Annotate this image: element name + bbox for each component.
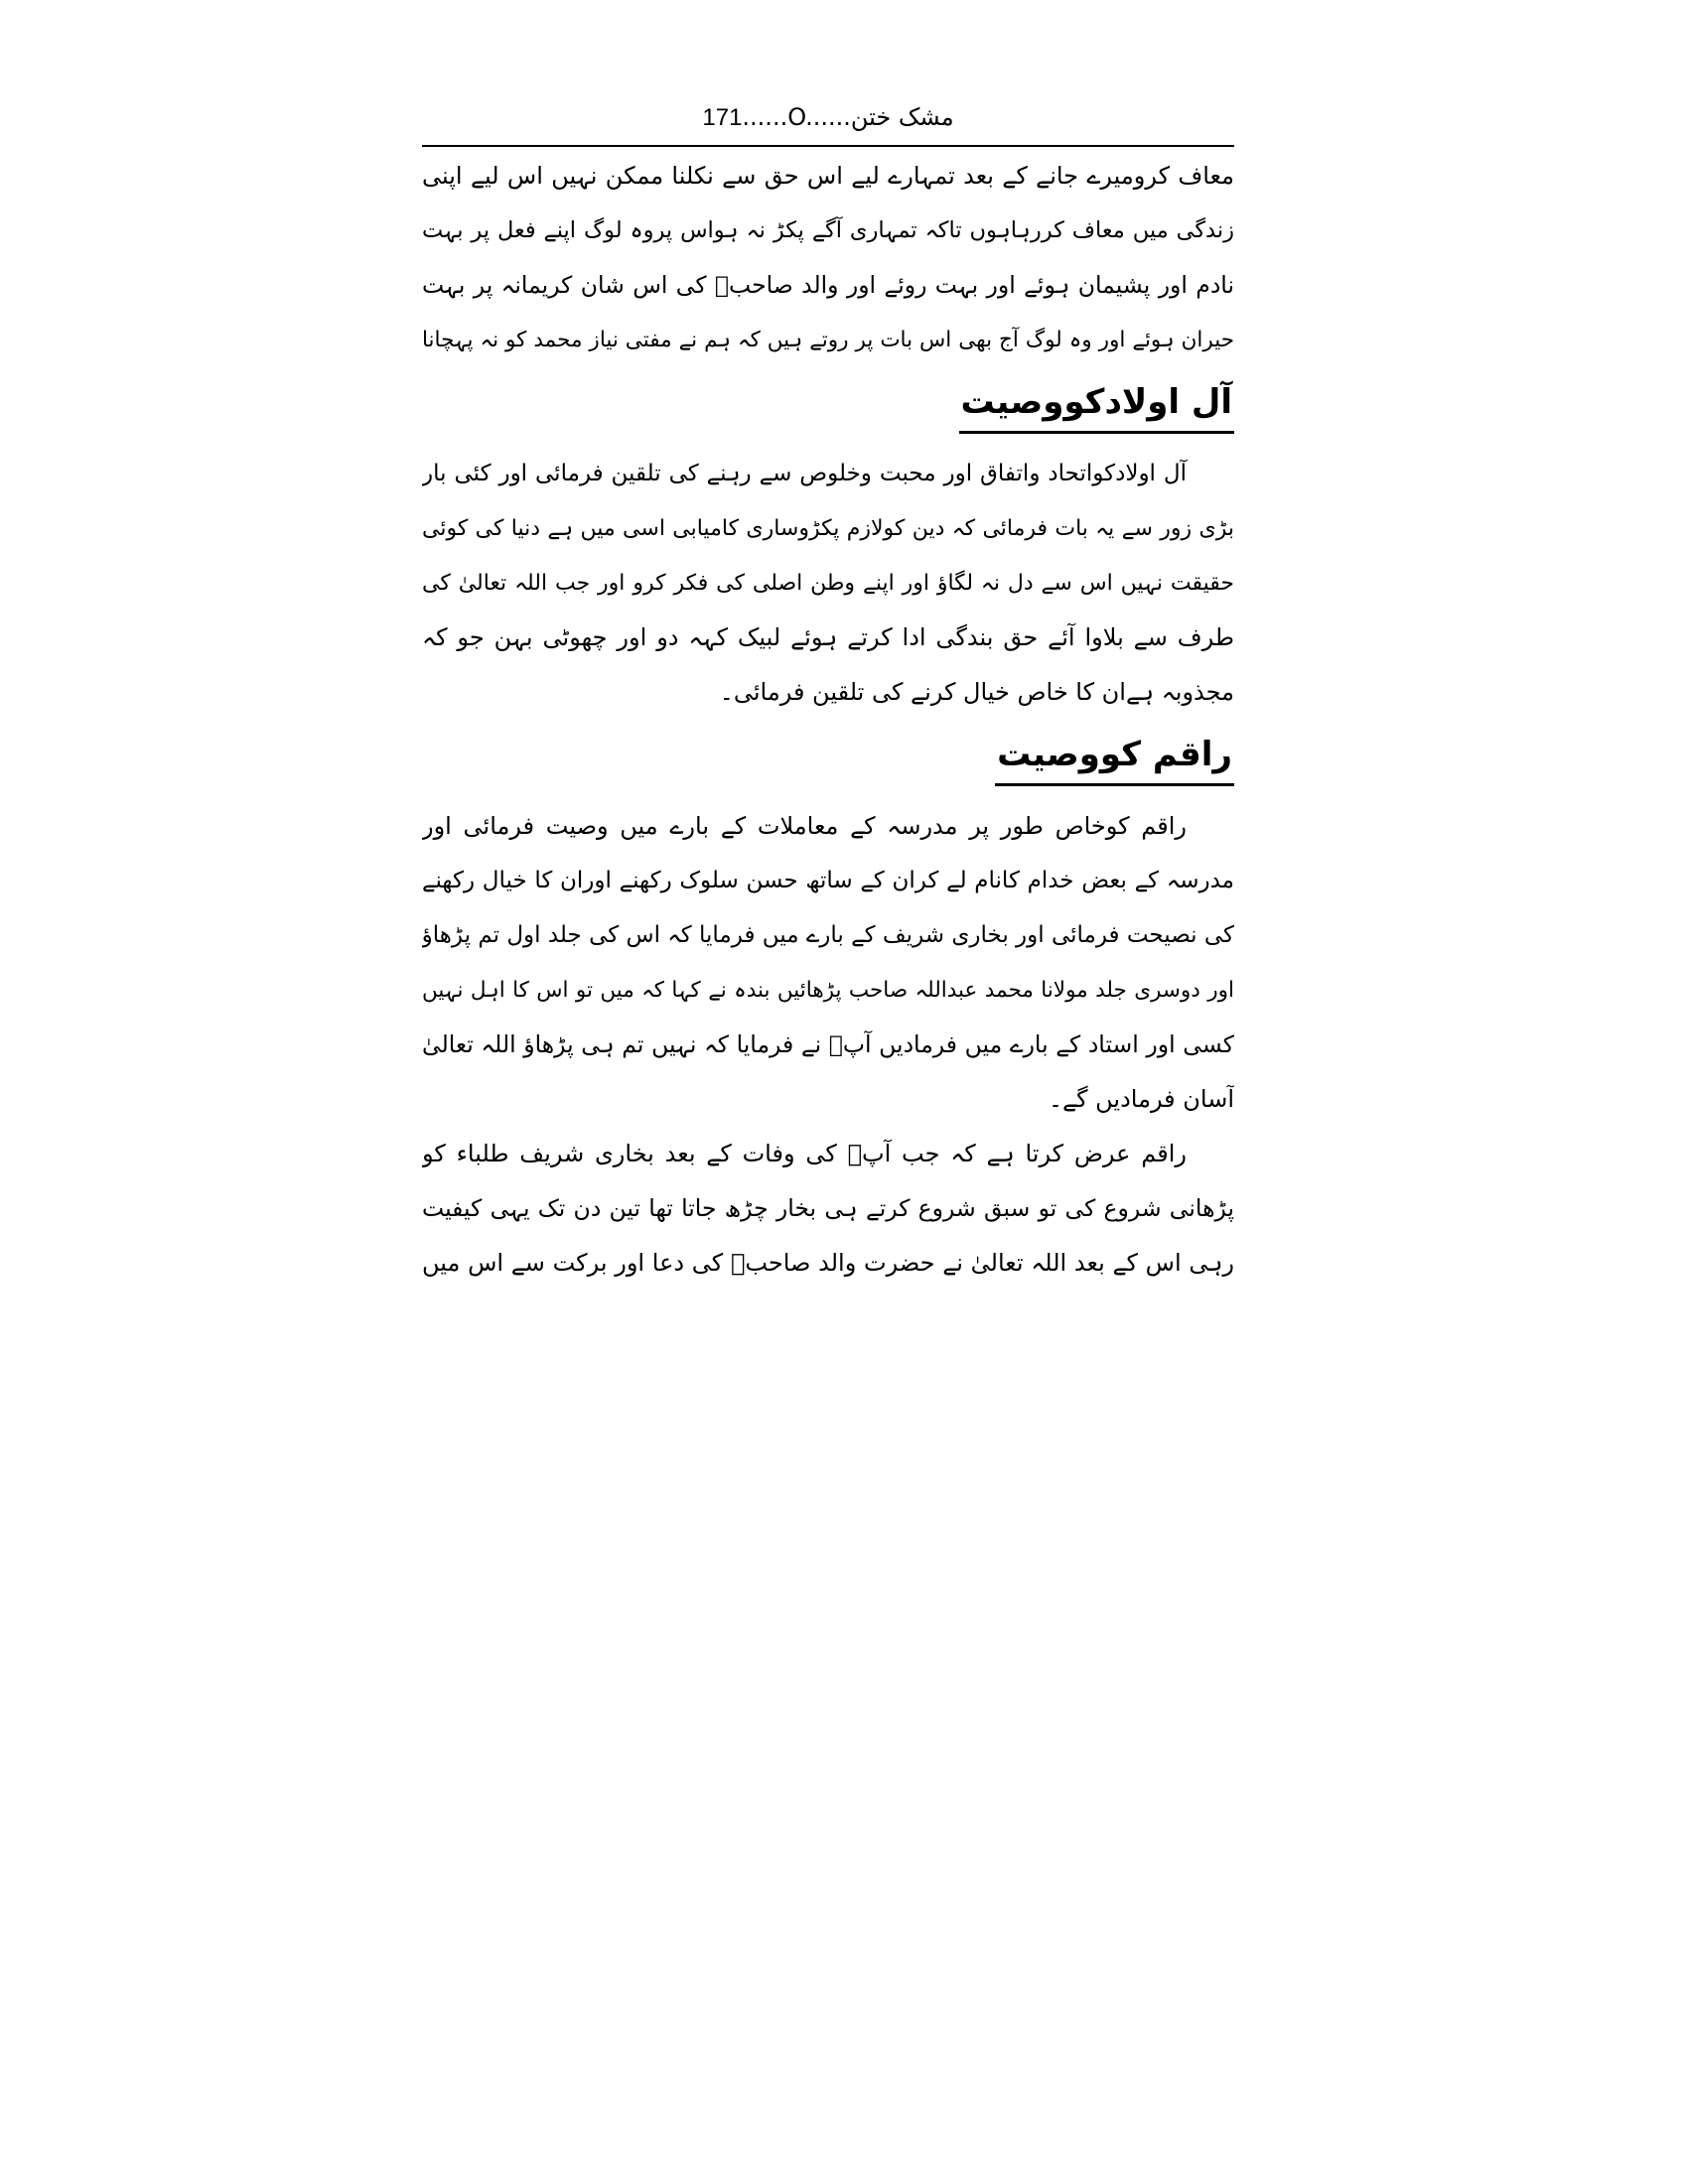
- text-line: مدرسہ کے بعض خدام کانام لے کران کے ساتھ حسن سلوک رکھنے اوران کا خیال رکھنے: [422, 868, 1234, 893]
- text-line: آسان فرمادیں گے۔: [1048, 1085, 1234, 1113]
- paragraph-2: [422, 447, 1234, 720]
- text-line: طرف سے بلاوا آئے حق بندگی ادا کرتے ہوئے لبیک کہہ دو اور چھوٹی بہن جو کہ: [422, 623, 1234, 651]
- header-separator: ......O......: [742, 103, 851, 131]
- text-line: حقیقت نہیں اس سے دل نہ لگاؤ اور اپنے وطن اصلی کی فکر کرو اور جب اللہ تعالیٰ کی: [422, 571, 1234, 596]
- text-line: مجذوبہ ہےان کا خاص خیال کرنے کی تلقین فرمائی۔: [719, 678, 1234, 706]
- text-line: راقم کوخاص طور پر مدرسہ کے معاملات کے بارے میں وصیت فرمائی اور: [422, 812, 1187, 840]
- section-heading-family-will: آل اولادکووصیت: [959, 373, 1235, 434]
- book-title: مشک ختن: [850, 103, 954, 131]
- text-line: اور دوسری جلد مولانا محمد عبداللہ صاحب پڑھائیں بندہ نے کہا کہ میں تو اس کا اہل نہیں: [422, 978, 1234, 1003]
- paragraph-3: [422, 799, 1234, 1127]
- running-header: [422, 95, 1234, 139]
- paragraph-1: [422, 149, 1234, 367]
- text-line: بڑی زور سے یہ بات فرمائی کہ دین کولازم پکڑوساری کامیابی اسی میں ہے دنیا کی کوئی: [422, 516, 1234, 541]
- text-line: رہی اس کے بعد اللہ تعالیٰ نے حضرت والد صاحبؒ کی دعا اور برکت سے اس میں: [422, 1249, 1234, 1277]
- section-heading-author-will: راقم کووصیت: [995, 726, 1234, 786]
- text-line: پڑھانی شروع کی تو سبق شروع کرتے ہی بخار چڑھ جاتا تھا تین دن تک یہی کیفیت: [422, 1194, 1234, 1222]
- text-line: آل اولادکواتحاد واتفاق اور محبت وخلوص سے رہنے کی تلقین فرمائی اور کئی بار: [422, 461, 1187, 486]
- text-line: کی نصیحت فرمائی اور بخاری شریف کے بارے میں فرمایا کہ اس کی جلد اول تم پڑھاؤ: [422, 922, 1234, 948]
- text-line: حیران ہوئے اور وہ لوگ آج بھی اس بات پر روتے ہیں کہ ہم نے مفتی نیاز محمد کو نہ پہچانا: [422, 328, 1234, 352]
- text-line: معاف کرومیرے جانے کے بعد تمہارے لیے اس حق سے نکلنا ممکن نہیں اس لیے اپنی: [422, 162, 1234, 190]
- header-rule: [422, 145, 1234, 147]
- text-column: [422, 149, 1234, 1291]
- text-line: راقم عرض کرتا ہے کہ جب آپؒ کی وفات کے بعد بخاری شریف طلباء کو: [422, 1140, 1187, 1167]
- text-line: زندگی میں معاف کررہاہوں تاکہ تمہاری آگے پکڑ نہ ہواس پروہ لوگ اپنے فعل پر بہت: [422, 217, 1234, 243]
- text-line: نادم اور پشیمان ہوئے اور بہت روئے اور والد صاحبؒ کی اس شان کریمانہ پر بہت: [422, 271, 1234, 299]
- paragraph-4: [422, 1127, 1234, 1291]
- section-heading-wrap: [422, 373, 1234, 443]
- page-number: 171: [702, 104, 743, 131]
- section-heading-wrap: [422, 726, 1234, 795]
- text-line: کسی اور استاد کے بارے میں فرمادیں آپؒ نے فرمایا کہ نہیں تم ہی پڑھاؤ اللہ تعالیٰ: [422, 1030, 1234, 1058]
